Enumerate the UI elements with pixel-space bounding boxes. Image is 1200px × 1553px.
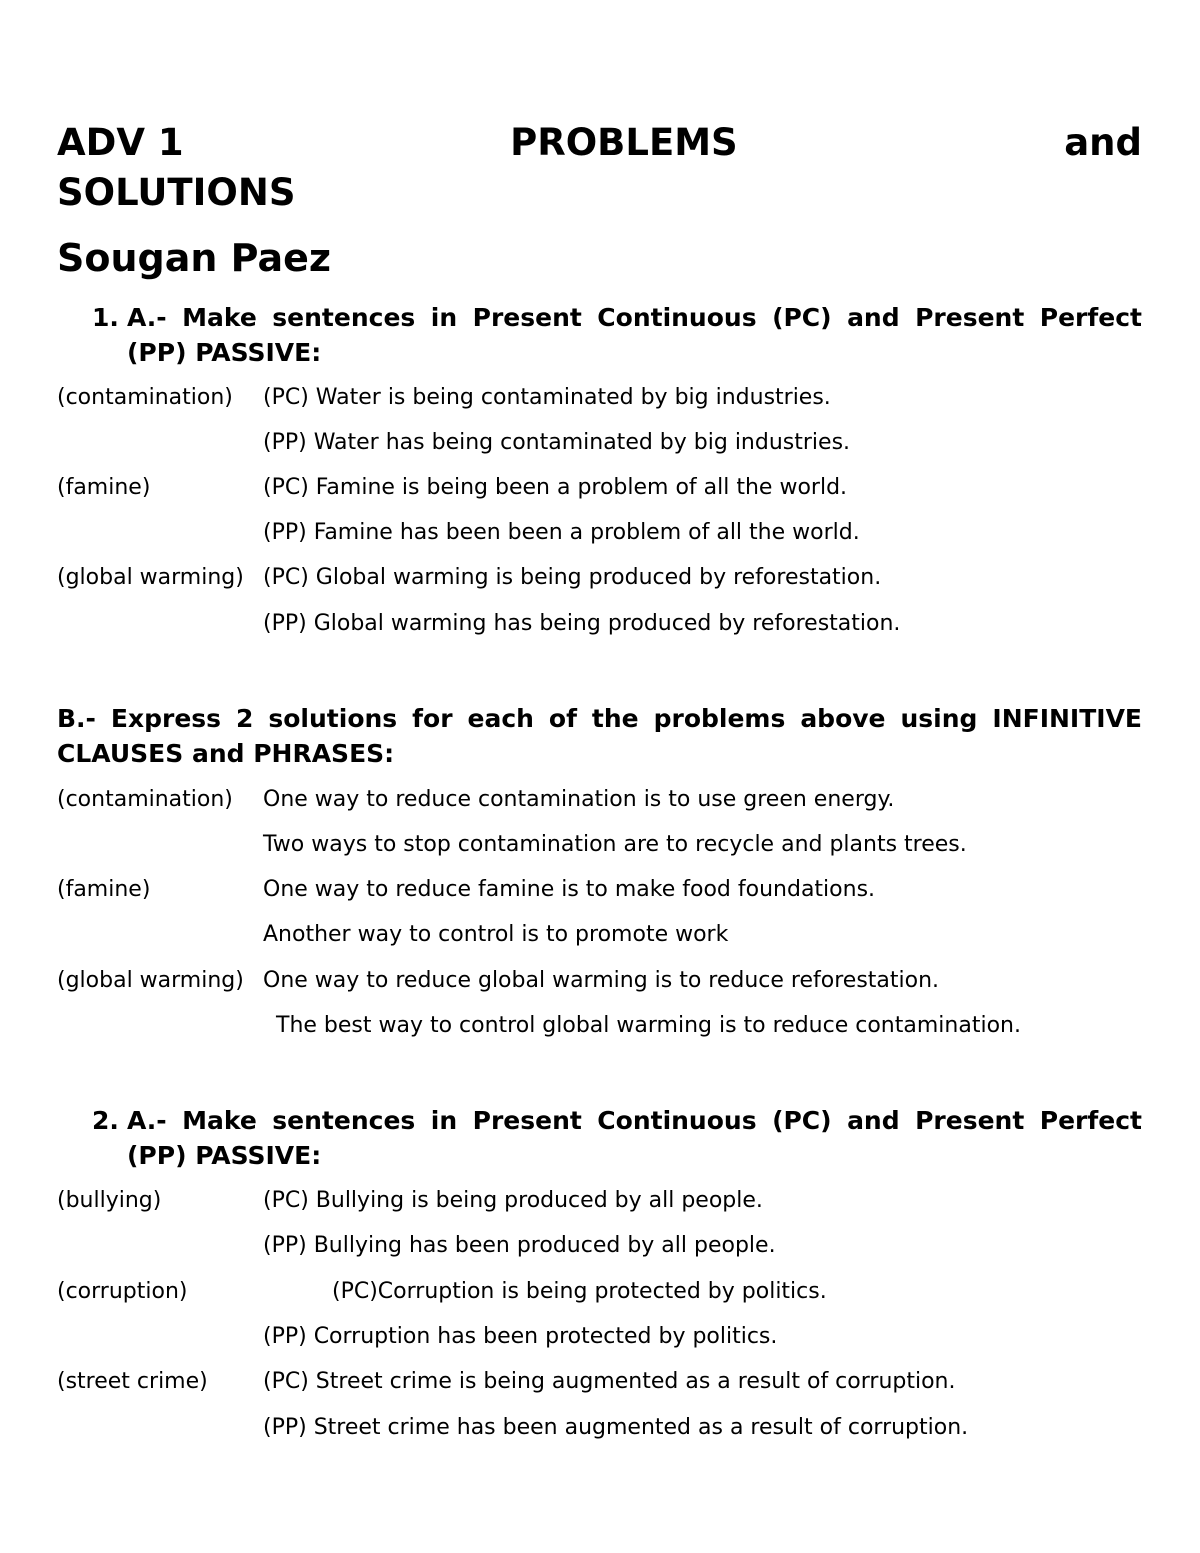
problem-label: (global warming) [57,565,244,590]
document-title [57,120,1142,166]
solution-text: The best way to control global warming is to reduce contamination. [276,1013,1021,1038]
solution-text: One way to reduce global warming is to reduce reforestation. [263,968,940,993]
sentence-text: (PC)Corruption is being protected by politics. [332,1279,827,1304]
section-1-row [57,607,1157,641]
section-1-row [57,426,1157,460]
sentence-text: (PC) Famine is being been a problem of all the world. [263,475,848,500]
problem-label: (contamination) [57,787,233,812]
section-2-row [57,1229,1157,1263]
section-2-row [57,1275,1157,1309]
section-1-number: 1. [92,303,119,332]
section-1b-row [57,1009,1157,1043]
section-1-row [57,516,1157,550]
section-2-row [57,1411,1157,1445]
section-2-row [57,1365,1157,1399]
sentence-text: (PP) Bullying has been produced by all people. [263,1233,776,1258]
problem-label: (contamination) [57,385,233,410]
problem-label: (famine) [57,475,151,500]
sentence-text: (PC) Water is being contaminated by big industries. [263,385,831,410]
sentence-text: (PP) Global warming has being produced by reforestation. [263,611,901,636]
section-1b-row [57,873,1157,907]
section-1-row [57,471,1157,505]
section-1-row [57,381,1157,415]
section-1b-row [57,918,1157,952]
section-1b-row [57,828,1157,862]
sentence-text: (PC) Bullying is being produced by all people. [263,1188,763,1213]
section-1b-row [57,783,1157,817]
sentence-text: (PC) Global warming is being produced by reforestation. [263,565,882,590]
section-1b-heading [57,701,1142,771]
problem-label: (famine) [57,877,151,902]
sentence-text: (PP) Street crime has been augmented as a result of corruption. [263,1415,969,1440]
title-right: and [1064,121,1142,164]
section-1-row [57,561,1157,595]
problem-label: (corruption) [57,1279,188,1304]
solution-text: Another way to control is to promote work [263,922,729,947]
section-2-row [57,1320,1157,1354]
author-name: Sougan Paez [57,236,332,280]
section-2-row [57,1184,1157,1218]
sentence-text: (PP) Water has being contaminated by big industries. [263,430,851,455]
problem-label: (global warming) [57,968,244,993]
solution-text: One way to reduce famine is to make food foundations. [263,877,876,902]
solution-text: Two ways to stop contamination are to recycle and plants trees. [263,832,967,857]
problem-label: (bullying) [57,1188,162,1213]
sentence-text: (PC) Street crime is being augmented as a result of corruption. [263,1369,956,1394]
sentence-text: (PP) Famine has been been a problem of all the world. [263,520,860,545]
solution-text: One way to reduce contamination is to use green energy. [263,787,895,812]
section-2-heading-text: A.- Make sentences in Present Continuous (PC) and Present Perfect (PP) PASSIVE: [127,1106,1142,1170]
title-second-line: SOLUTIONS [57,171,296,214]
section-1b-row [57,964,1157,998]
section-2-heading [92,1103,1142,1173]
section-1-heading-text: A.- Make sentences in Present Continuous (PC) and Present Perfect (PP) PASSIVE: [127,303,1142,367]
section-1b-heading-text: B.- Express 2 solutions for each of the problems above using INFINITIVE CLAUSES and PHRASES: [57,704,1142,768]
title-middle: PROBLEMS [510,121,738,164]
problem-label: (street crime) [57,1369,208,1394]
sentence-text: (PP) Corruption has been protected by politics. [263,1324,778,1349]
section-1-heading [92,300,1142,370]
section-2-number: 2. [92,1106,119,1135]
title-left: ADV 1 [57,121,184,164]
